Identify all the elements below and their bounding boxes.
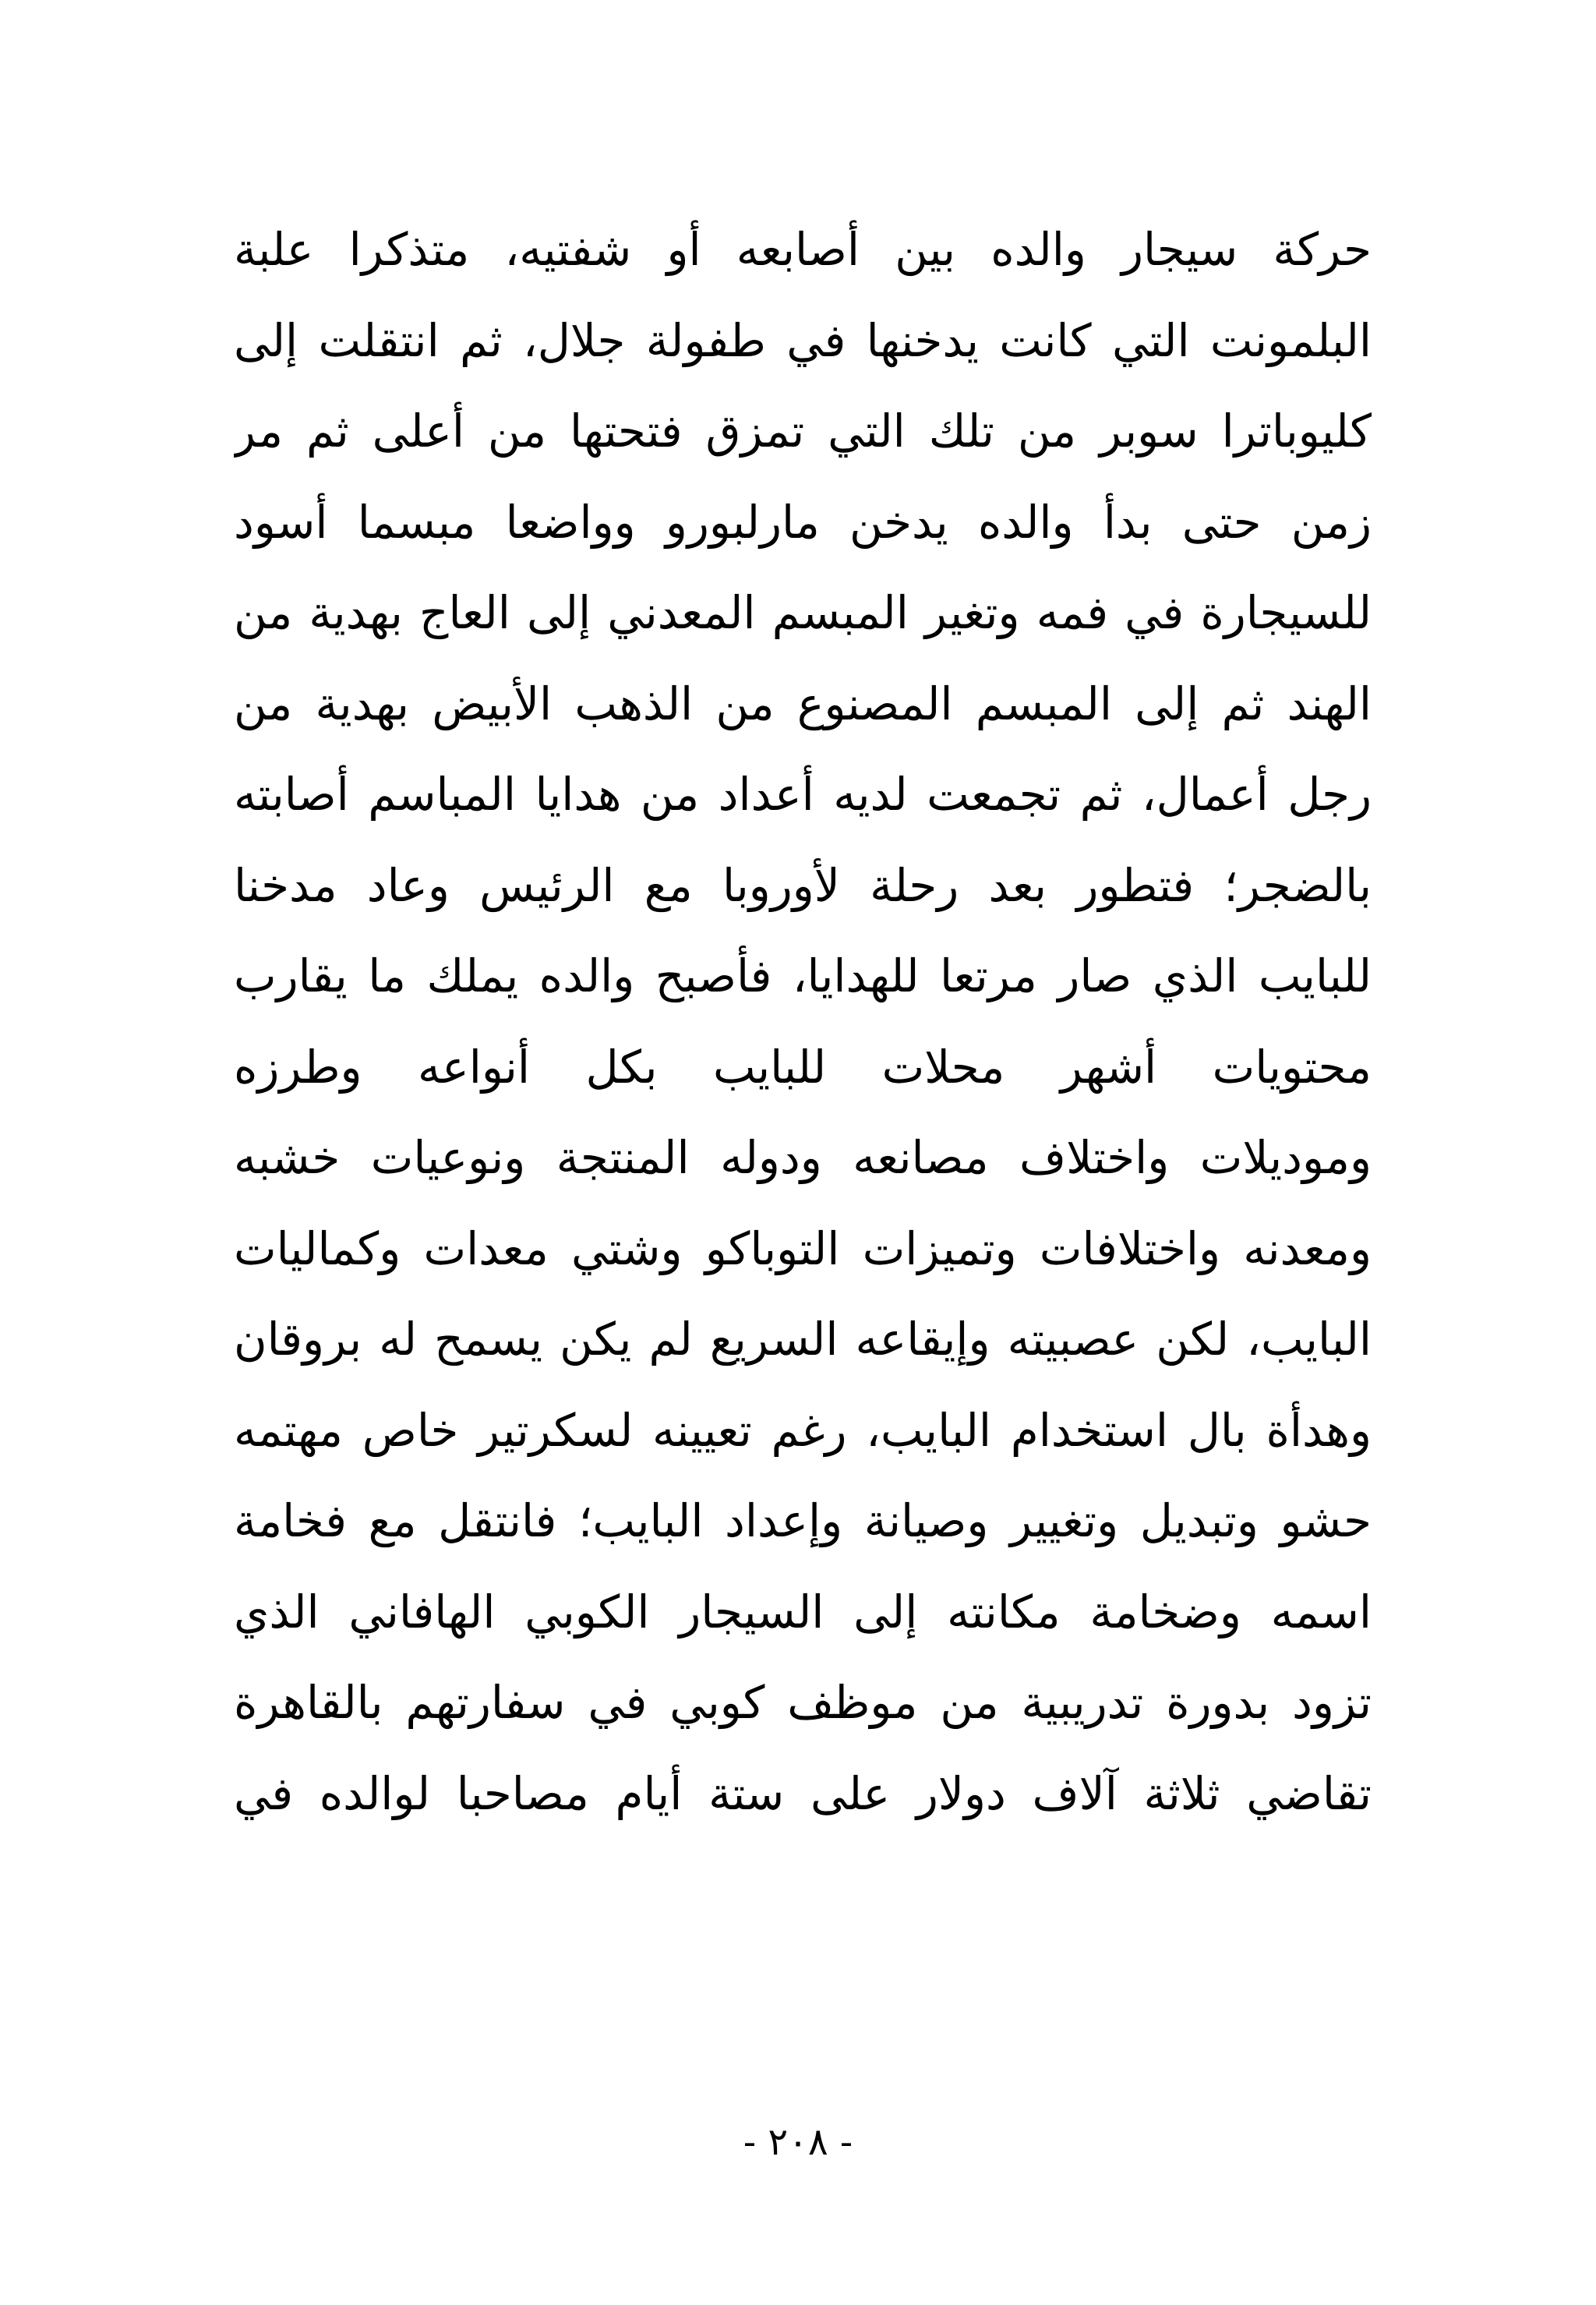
text-line: محتويات أشهر محلات للبايب بكل أنواعه وطرزه bbox=[234, 1040, 1372, 1094]
text-line: رجل أعمال، ثم تجمعت لديه أعداد من هدايا المباسم أصابته bbox=[234, 768, 1372, 821]
text-line: اسمه وضخامة مكانته إلى السيجار الكوبي الهافاني الذي bbox=[234, 1585, 1372, 1639]
text-line: وموديلات واختلاف مصانعه ودوله المنتجة ونوعيات خشبه bbox=[234, 1131, 1372, 1184]
page-number: - ٢٠٨ - bbox=[743, 2120, 853, 2164]
text-line: البلمونت التي كانت يدخنها في طفولة جلال، ثم انتقلت إلى bbox=[234, 313, 1372, 367]
text-line: تزود بدورة تدريبية من موظف كوبي في سفارتهم بالقاهرة bbox=[234, 1676, 1372, 1729]
text-line: حشو وتبديل وتغيير وصيانة وإعداد البايب؛ فانتقل مع فخامة bbox=[234, 1494, 1372, 1547]
text-line: حركة سيجار والده بين أصابعه أو شفتيه، متذكرا علبة bbox=[234, 223, 1372, 276]
text-line: ومعدنه واختلافات وتميزات التوباكو وشتي معدات وكماليات bbox=[234, 1221, 1372, 1275]
text-line: تقاضي ثلاثة آلاف دولار على ستة أيام مصاحبا لوالده في bbox=[234, 1766, 1372, 1820]
text-line: للسيجارة في فمه وتغير المبسم المعدني إلى العاج بهدية من bbox=[234, 586, 1372, 639]
body-text bbox=[234, 204, 1372, 1839]
text-line: الهند ثم إلى المبسم المصنوع من الذهب الأبيض بهدية من bbox=[234, 677, 1372, 730]
text-line: كليوباترا سوبر من تلك التي تمزق فتحتها من أعلى ثم مر bbox=[234, 405, 1372, 458]
text-line: بالضجر؛ فتطور بعد رحلة لأوروبا مع الرئيس وعاد مدخنا bbox=[234, 858, 1372, 912]
text-line: للبايب الذي صار مرتعا للهدايا، فأصبح والده يملك ما يقارب bbox=[234, 949, 1372, 1002]
text-line: البايب، لكن عصبيته وإيقاعه السريع لم يكن يسمح له بروقان bbox=[234, 1313, 1372, 1366]
text-line: زمن حتى بدأ والده يدخن مارلبورو وواضعا مبسما أسود bbox=[234, 495, 1372, 549]
text-line: وهدأة بال استخدام البايب، رغم تعيينه لسكرتير خاص مهتمه bbox=[234, 1403, 1372, 1457]
